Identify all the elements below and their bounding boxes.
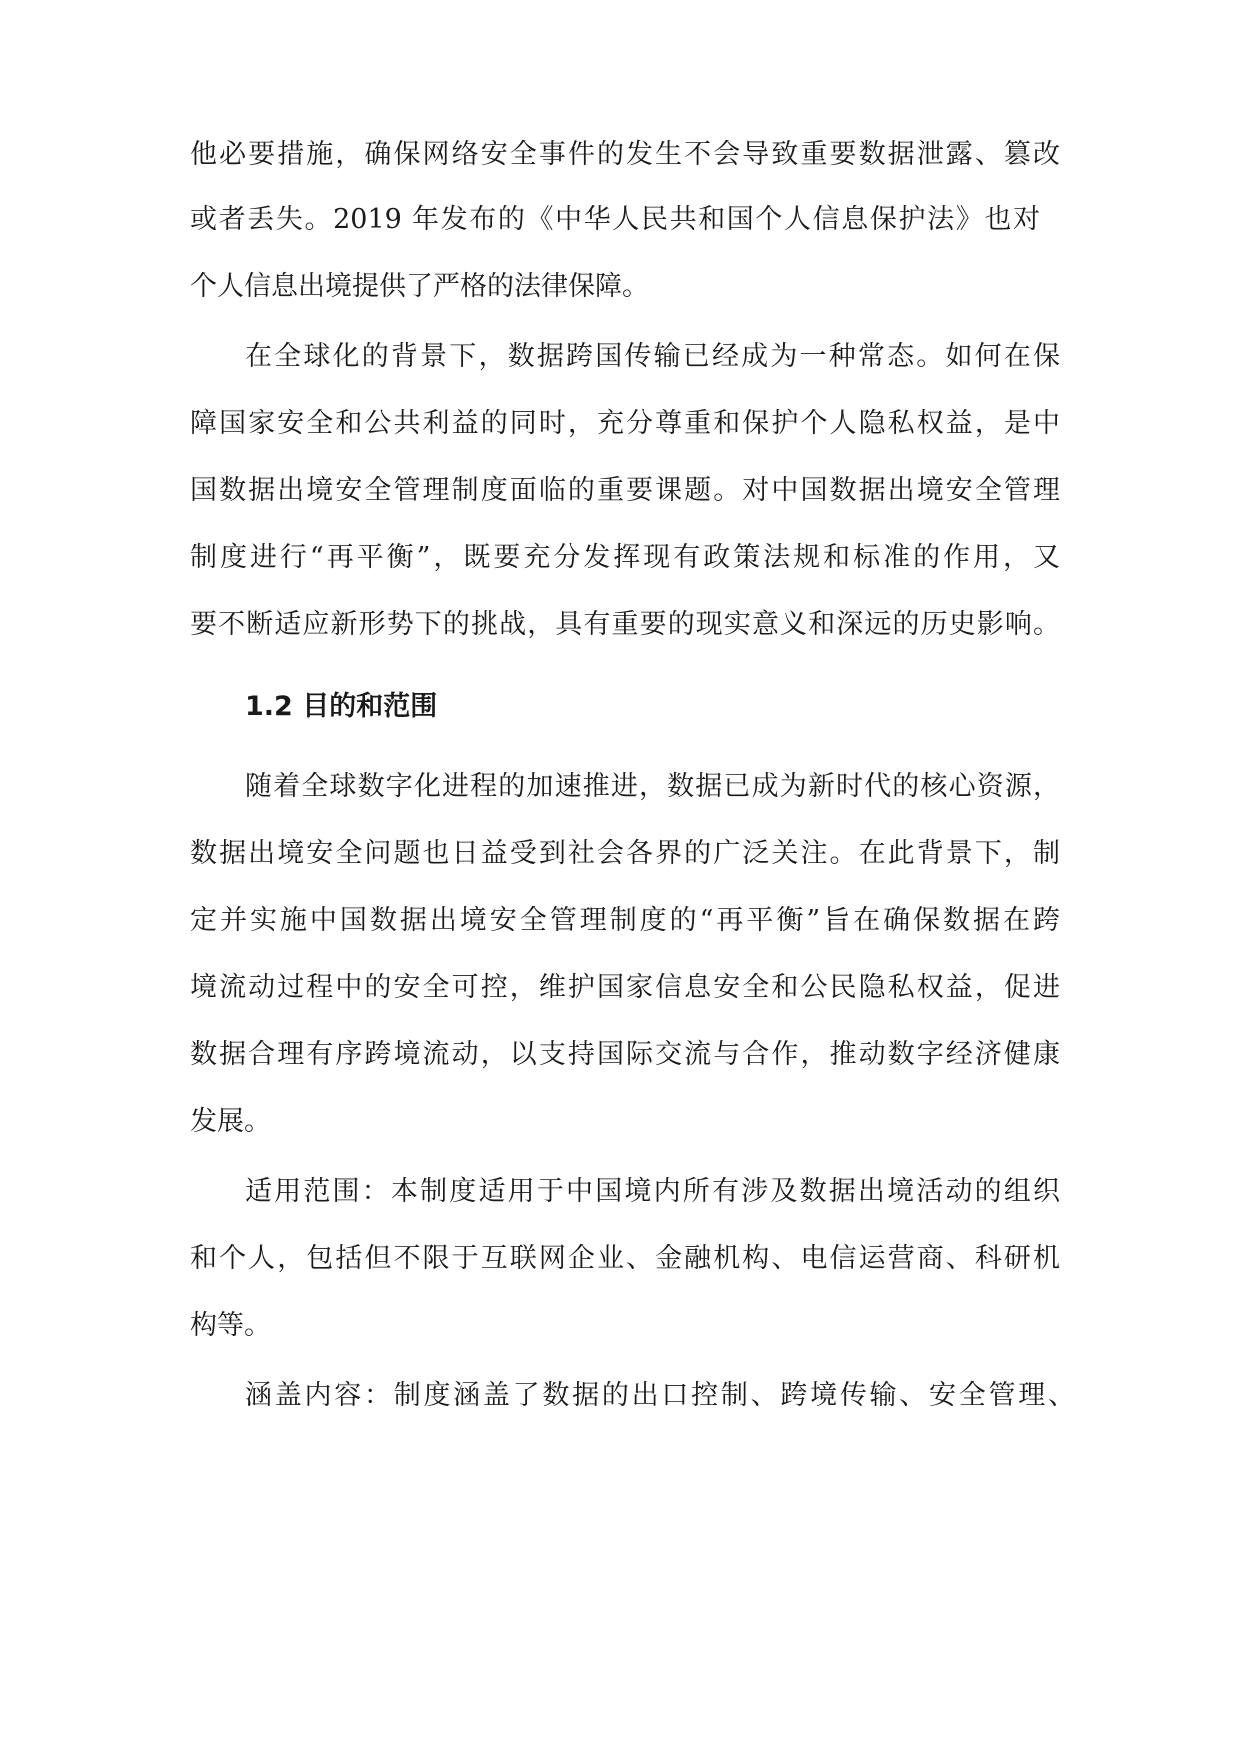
paragraph-1-line-2: 或者丢失。2019 年发布的《中华人民共和国个人信息保护法》也对 bbox=[190, 204, 1040, 235]
paragraph-3-line-5: 数据合理有序跨境流动，以支持国际交流与合作，推动数字经济健康 bbox=[190, 1039, 1060, 1070]
paragraph-2-line-4: 制度进行“再平衡”，既要充分发挥现有政策法规和标准的作用，又 bbox=[190, 542, 1060, 573]
paragraph-4-line-1: 适用范围：本制度适用于中国境内所有涉及数据出境活动的组织 bbox=[245, 1176, 1060, 1207]
paragraph-3-line-1: 随着全球数字化进程的加速推进，数据已成为新时代的核心资源， bbox=[245, 771, 1060, 802]
paragraph-3-line-3: 定并实施中国数据出境安全管理制度的“再平衡”旨在确保数据在跨 bbox=[190, 905, 1060, 936]
paragraph-3-line-4: 境流动过程中的安全可控，维护国家信息安全和公民隐私权益，促进 bbox=[190, 972, 1060, 1003]
paragraph-3-line-2: 数据出境安全问题也日益受到社会各界的广泛关注。在此背景下，制 bbox=[190, 838, 1060, 869]
paragraph-5-line-1: 涵盖内容：制度涵盖了数据的出口控制、跨境传输、安全管理、 bbox=[245, 1380, 1075, 1411]
paragraph-2-line-5: 要不断适应新形势下的挑战，具有重要的现实意义和深远的历史影响。 bbox=[190, 609, 1060, 640]
paragraph-2-line-2: 障国家安全和公共利益的同时，充分尊重和保护个人隐私权益，是中 bbox=[190, 408, 1060, 439]
section-heading: 1.2 目的和范围 bbox=[245, 691, 438, 722]
paragraph-4-line-2: 和个人，包括但不限于互联网企业、金融机构、电信运营商、科研机 bbox=[190, 1243, 1060, 1274]
paragraph-3-line-6: 发展。 bbox=[190, 1106, 271, 1137]
paragraph-1-line-3: 个人信息出境提供了严格的法律保障。 bbox=[190, 271, 649, 302]
paragraph-2-line-1: 在全球化的背景下，数据跨国传输已经成为一种常态。如何在保 bbox=[245, 341, 1060, 372]
paragraph-1-line-1: 他必要措施，确保网络安全事件的发生不会导致重要数据泄露、篡改 bbox=[190, 139, 1060, 170]
paragraph-2-line-3: 国数据出境安全管理制度面临的重要课题。对中国数据出境安全管理 bbox=[190, 475, 1060, 506]
paragraph-4-line-3: 构等。 bbox=[190, 1310, 271, 1341]
